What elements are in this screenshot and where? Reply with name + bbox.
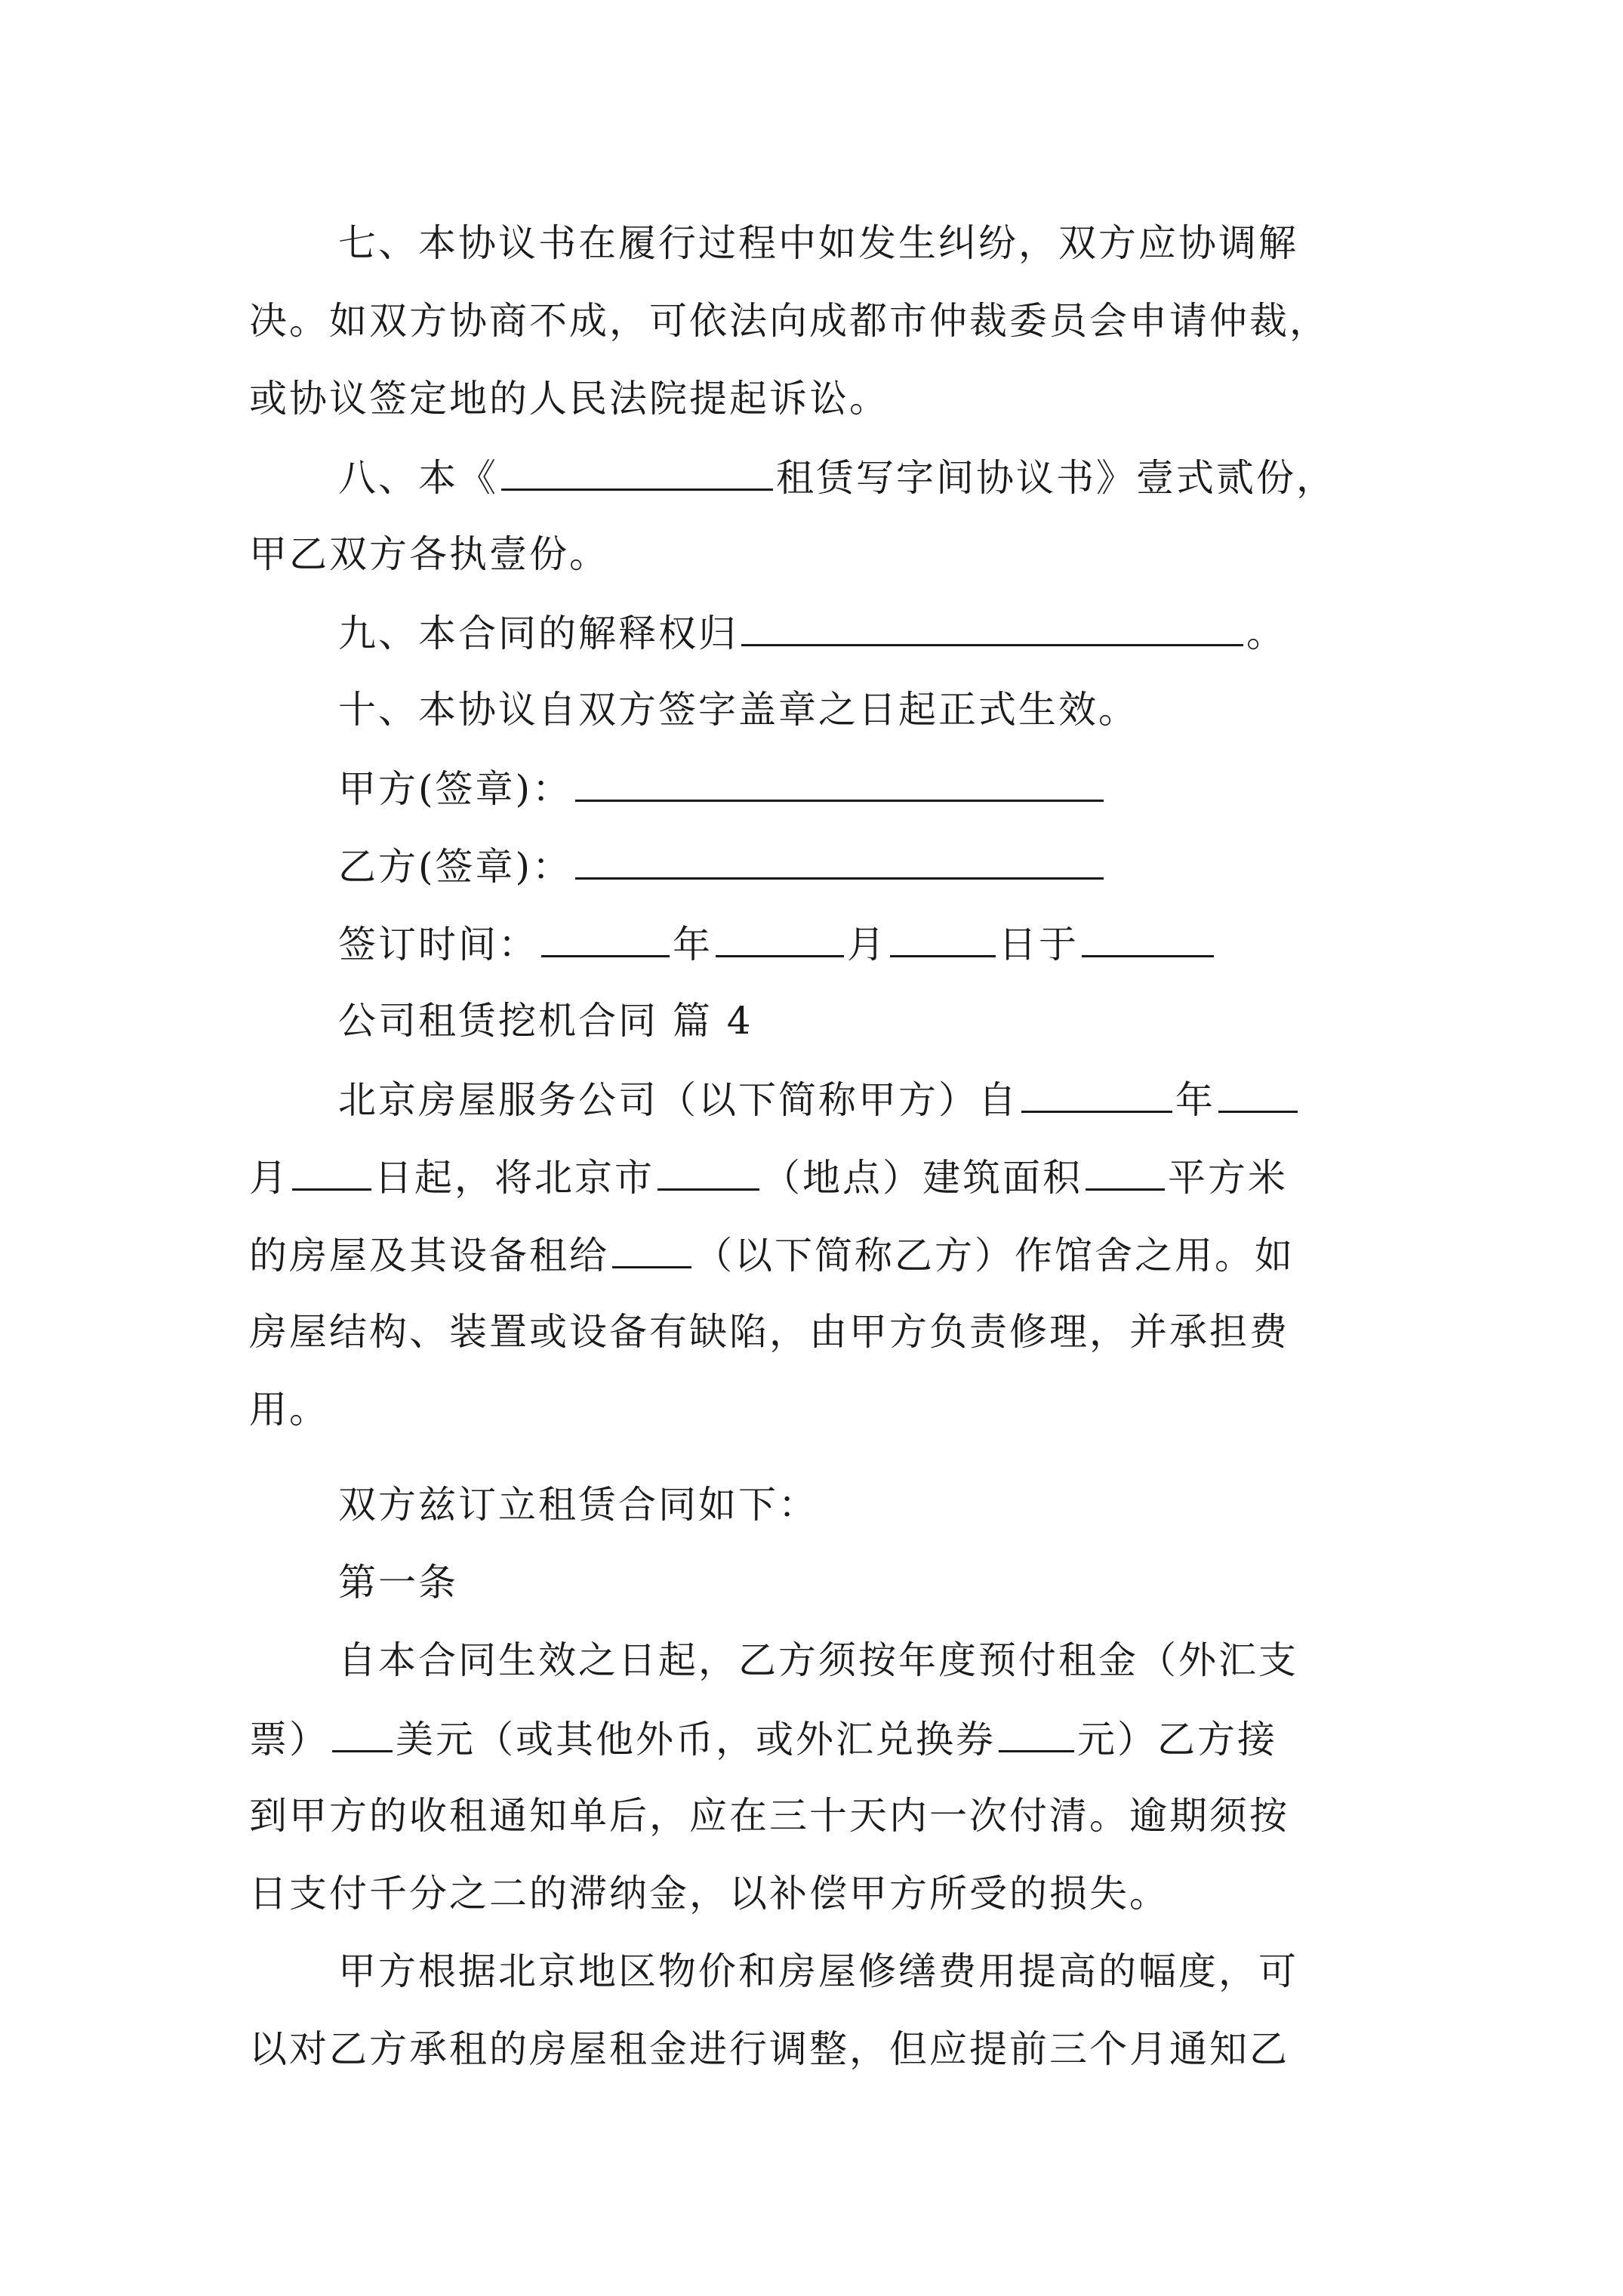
party-a-signature-line [338, 765, 1107, 812]
article-1-text-c: 元）乙方接 [1077, 1718, 1277, 1761]
body-1-text-e: （以下简称乙方）作馆舍之用。如 [694, 1234, 1295, 1277]
party-a-signature-blank [575, 765, 1104, 802]
agreement-intro: 双方兹订立租赁合同如下： [338, 1483, 818, 1527]
area-blank [1086, 1154, 1165, 1191]
body-1-text-b: 日起，将北京市 [374, 1156, 654, 1200]
start-day-blank [292, 1154, 371, 1191]
body-1-text-a: 北京房屋服务公司（以下简称甲方）自 [338, 1078, 1018, 1122]
body-1-line-1 [338, 1076, 1301, 1123]
usd-amount-blank [332, 1715, 393, 1752]
clause-8-line-2: 甲乙双方各执壹份。 [249, 532, 609, 576]
month-label: 月 [847, 923, 887, 966]
body-1-text-c: （地点）建筑面积 [762, 1156, 1083, 1200]
interpretation-right-blank [741, 609, 1243, 646]
article-1-line-1: 自本合同生效之日起，乙方须按年度预付租金（外汇支 [338, 1638, 1298, 1682]
start-year-label: 年 [1175, 1078, 1215, 1122]
year-label: 年 [673, 923, 713, 966]
body-1-line-3 [249, 1231, 1295, 1278]
clause-9-period: 。 [1246, 612, 1286, 655]
clause-8-suffix: 租赁写字间协议书》壹式贰份， [776, 456, 1336, 500]
clause-8-line-1 [338, 454, 1336, 501]
section-title: 公司租赁挖机合同 篇 4 [338, 999, 753, 1043]
body-1-text-d: 的房屋及其设备租给 [249, 1234, 609, 1277]
party-b-signature-blank [575, 843, 1104, 880]
party-b-label: 乙方(签章)： [338, 845, 573, 889]
clause-7-line-1: 七、本协议书在履行过程中如发生纠纷，双方应协调解 [338, 221, 1298, 265]
agreement-name-blank [501, 454, 773, 491]
article-1-line-3: 到甲方的收租通知单后，应在三十天内一次付清。逾期须按 [249, 1794, 1289, 1838]
signing-date-line [338, 920, 1217, 967]
body-1-line-4: 房屋结构、装置或设备有缺陷，由甲方负责修理，并承担费 [249, 1310, 1289, 1354]
clause-7-line-3: 或协议签定地的人民法院提起诉讼。 [249, 377, 889, 421]
start-month-label: 月 [249, 1156, 289, 1200]
clause-9 [338, 609, 1286, 656]
rent-adjust-line-2: 以对乙方承租的房屋租金进行调整，但应提前三个月通知乙 [249, 2027, 1289, 2071]
article-1-heading: 第一条 [338, 1561, 458, 1604]
rent-adjust-line-1: 甲方根据北京地区物价和房屋修缮费用提高的幅度，可 [338, 1949, 1298, 1993]
body-1-line-2 [249, 1154, 1288, 1200]
party-b-signature-line [338, 843, 1107, 889]
signing-time-label: 签订时间： [338, 923, 538, 966]
lessee-blank [612, 1231, 691, 1268]
month-blank [716, 920, 844, 957]
body-1-line-5: 用。 [249, 1388, 329, 1432]
clause-8-prefix: 八、本《 [338, 456, 498, 500]
party-a-label: 甲方(签章)： [338, 767, 573, 811]
fec-amount-blank [999, 1715, 1074, 1752]
year-blank [541, 920, 670, 957]
clause-7-line-2: 决。如双方协商不成，可依法向成都市仲裁委员会申请仲裁， [249, 299, 1329, 343]
start-year-blank [1021, 1076, 1172, 1113]
location-blank [658, 1154, 759, 1191]
article-1-text-a: 票） [249, 1718, 329, 1761]
clause-9-text: 九、本合同的解释权归 [338, 612, 738, 655]
place-blank [1082, 920, 1214, 957]
article-1-line-2 [249, 1715, 1277, 1762]
day-at-label: 日于 [999, 923, 1079, 966]
clause-10: 十、本协议自双方签字盖章之日起正式生效。 [338, 688, 1138, 732]
area-unit: 平方米 [1168, 1156, 1288, 1200]
article-1-text-b: 美元（或其他外币，或外汇兑换券 [396, 1718, 996, 1761]
start-month-blank [1218, 1076, 1298, 1113]
day-blank [890, 920, 996, 957]
article-1-line-4: 日支付千分之二的滞纳金，以补偿甲方所受的损失。 [249, 1872, 1169, 1915]
